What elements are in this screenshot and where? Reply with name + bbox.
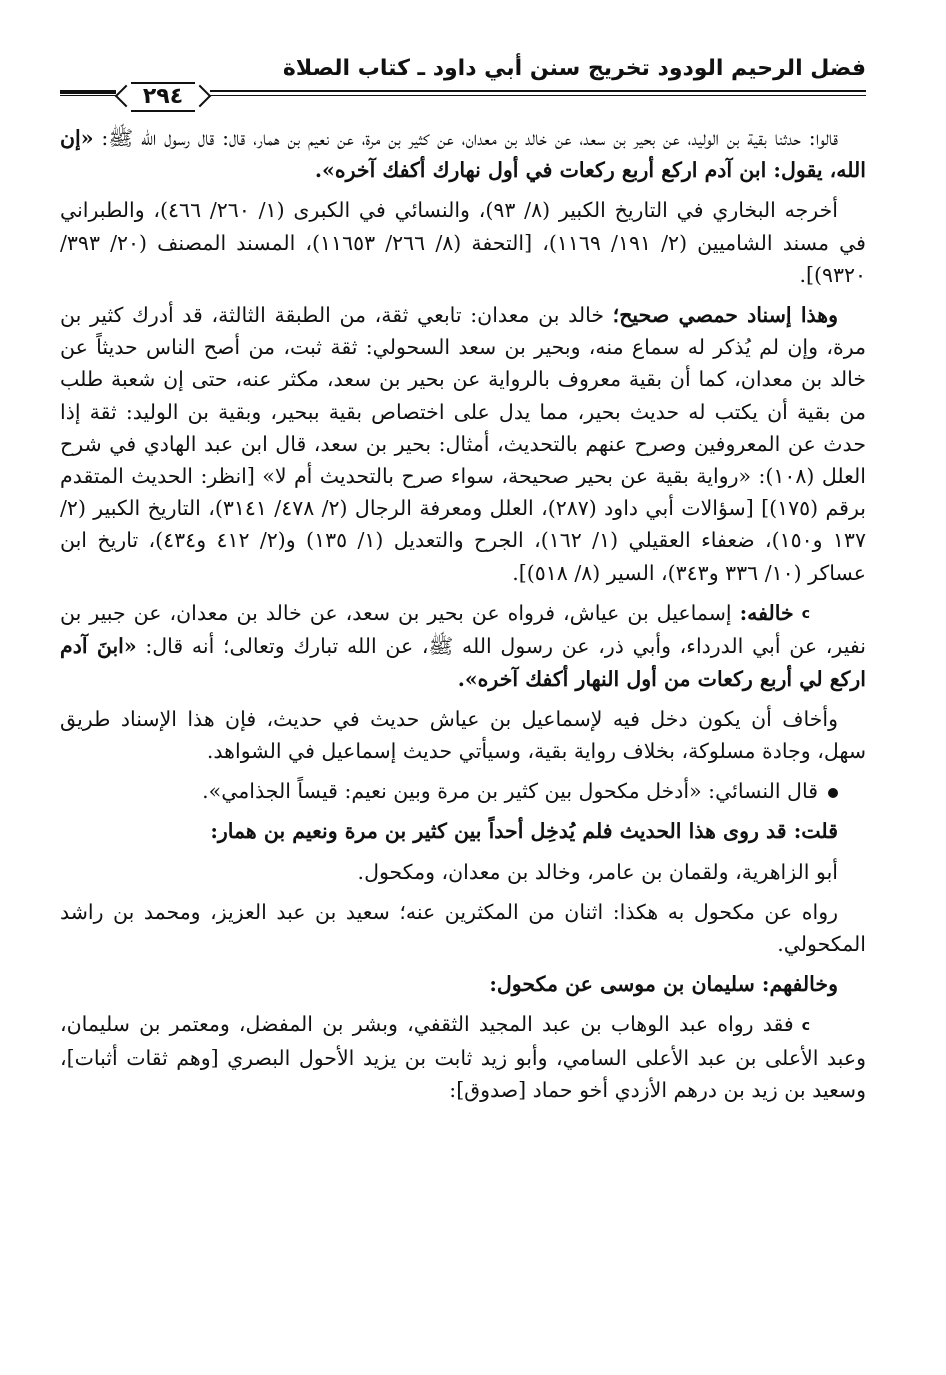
paragraph [60,815,866,847]
hadith-text: «ابنَ آدم اركع لي أربع ركعات من أول النهار أكفك آخره». [60,634,866,691]
page-number: ٢٩٤ [131,82,195,112]
paragraph-text: خالد بن معدان: تابعي ثقة، من الطبقة الثالثة، قد أدرك كثير بن مرة، وإن لم يُذكر له سماع منه، وبحير بن سعد السحولي: ثقة ثبت، من أصح الناس حديثاً عن خالد بن معدان، كما أن بقية معروف بالرواية عن بحير بن سعد، مكثر عنه، حتى إن شعبة طلب من بقية أن يكتب له حديث بحير، مما يدل على اختصاص بقية ببحير، وبقية بن الوليد: ثقة إذا حدث عن المعروفين وصرح عنهم بالتحديث، أمثال: بحير بن سعد، قال ابن عبد الهادي في شرح العلل (١٠٨): «رواية بقية عن بحير صحيحة، سواء صرح بالتحديث أم لا» [انظر: الحديث المتقدم برقم (١٧٥)] [سؤالات أبي داود (٢٨٧)، العلل ومعرفة الرجال (٢/ ٤٧٨/ ٣١٤١)، التاريخ الكبير (٢/ ١٣٧ و١٥٠)، ضعفاء العقيلي (١/ ١٦٢)، الجرح والتعديل (١/ ١٣٥) و(٢/ ٤١٢ و٤٣٤)، تاريخ ابن عساكر (١٠/ ٣٣٦ و٣٤٣)، السير (٨/ ٥١٨)]. [60,303,866,585]
running-header [60,48,866,108]
paragraph [60,194,866,291]
paragraph-text: قال النسائي: «أدخل مكحول بين كثير بن مرة وبين نعيم: قيساً الجذامي». [202,779,818,804]
paragraph-text: قالوا: حدثنا بقية بن الوليد، عن بحير بن سعد، عن خالد بن معدان، عن كثير بن مرة، عن نعيم بن همار، قال: قال رسول الله ﷺ: [93,126,838,150]
paragraph [60,1008,866,1106]
paragraph-lead: وهذا إسناد حمصي صحيح؛ [612,303,838,328]
paragraph [60,299,866,589]
paragraph-text: رواه عن مكحول به هكذا: اثنان من المكثرين عنه؛ سعيد بن عبد العزيز، ومحمد بن راشد المكحولي. [60,899,866,957]
paragraph [60,968,866,1000]
paragraph-text: أبو الزاهرية، ولقمان بن عامر، وخالد بن معدان، ومكحول. [357,859,838,884]
section-mark-icon: ⅽ [801,1017,810,1034]
section-mark-icon: ⅽ [801,606,810,623]
paragraph [60,122,866,186]
paragraph [60,775,866,807]
paragraph [60,597,866,695]
header-title: فضل الرحيم الودود تخريج سنن أبي داود ـ كتاب الصلاة [282,56,866,81]
paragraph-text: أخرجه البخاري في التاريخ الكبير (٨/ ٩٣)، والنسائي في الكبرى (١/ ٢٦٠/ ٤٦٦)، والطبراني في مسند الشاميين (٢/ ١٩١/ ١١٦٩)، [التحفة (٨/ ٢٦٦/ ١١٦٥٣)، المسند المصنف (٢٠/ ٣٩٣/ ٩٣٢٠)]. [60,198,866,287]
hadith-text: «إن الله، يقول: ابن آدم اركع أربع ركعات في أول نهارك أكفك آخره». [60,126,866,183]
paragraph-text: إسماعيل بن عياش، فرواه عن بحير بن سعد، عن خالد بن معدان، عن جبير بن نفير، عن أبي الدرداء، وأبي ذر، عن رسول الله ﷺ، عن الله تبارك وتعالى؛ أنه قال: [60,600,866,659]
paragraph-lead: خالفه: [739,600,794,625]
paragraph [60,896,866,960]
paragraph [60,703,866,767]
paragraph-text: فقد رواه عبد الوهاب بن عبد المجيد الثقفي، وبشر بن المفضل، ومعتمر بن سليمان، وعبد الأعلى بن عبد الأعلى السامي، وأبو زيد ثابت بن يزيد الأحول البصري [وهم ثقات أثبات]، وسعيد بن زيد بن درهم الأزدي أخو حماد [صدوق]: [60,1012,866,1103]
bullet-icon [828,788,838,798]
paragraph-text: وأخاف أن يكون دخل فيه لإسماعيل بن عياش حديث في حديث، فإن هذا الإسناد طريق سهل، وجادة مسلوكة، بخلاف رواية بقية، وسيأتي حديث إسماعيل في الشواهد. [60,706,866,764]
paragraph [60,856,866,888]
page-number-ornament [116,80,210,114]
paragraph-lead: قلت: قد روى هذا الحديث فلم يُدخِل أحداً بين كثير بن مرة ونعيم بن همار: [210,819,838,844]
paragraph-lead: وخالفهم: سليمان بن موسى عن مكحول: [489,972,838,997]
page-body [60,122,866,1114]
header-rule-short [60,92,116,94]
